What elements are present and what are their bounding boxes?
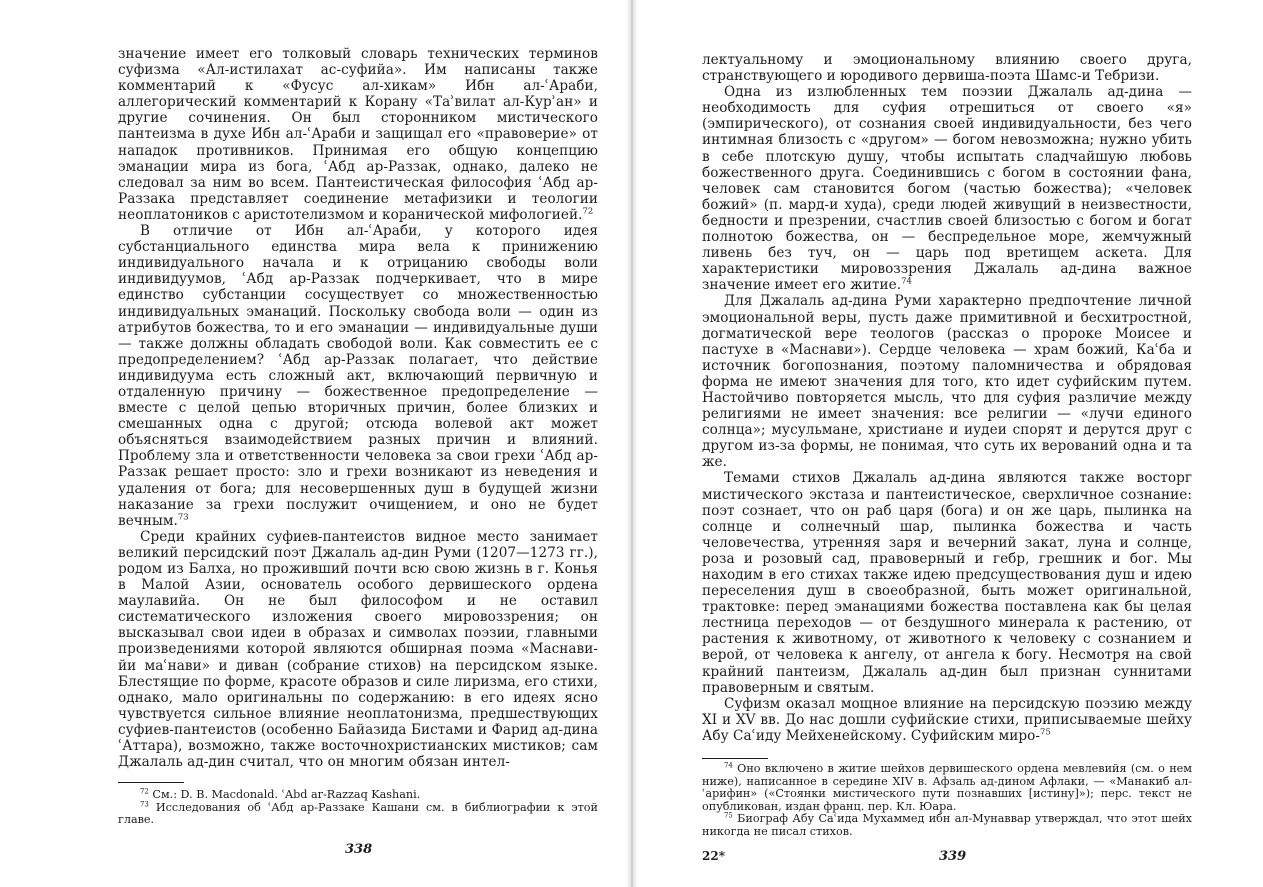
footnote-ref-74[interactable]: 74 <box>901 275 912 286</box>
right-paragraph-1: лектуальному и эмоциональному влиянию своего друга, странствующего и юродивого дервиша-поэта Шамс-и Тебризи. <box>702 52 1192 85</box>
printer-signature-mark: 22* <box>702 849 725 863</box>
left-page-number: 338 <box>345 842 373 857</box>
left-paragraph-1-text: значение имеет его толковый словарь технических терминов суфизма «Ал-истилахат ас-суфийа». Им написаны также комментарий к «Фусус ал-хикам» Ибн ал-ʿАраби, аллегорический комментарий к Корану «Таʾвилат ал-Курʾан» и другие сочинения. Он был сторонником мистического пантеизма в духе Ибн ал-ʿАраби и защищал его «правоверие» от нападок противников. Принимая его общую концепцию эманации мира из бога, ʿАбд ар-Раззак, однако, далеко не следовал за ним во всем. Пантеистическая философия ʿАбд ар-Раззака представляет соединение метафизики и теологии неоплатоников с аристотелизмом и коранической мифологией. <box>118 46 598 223</box>
footnote-72-text: См.: D. B. Macdonald. ʿAbd ar-Razzaq Kashani. <box>152 788 421 801</box>
left-paragraph-2 <box>118 223 598 529</box>
footnote-74-text: Оно включено в житие шейхов дервишеского ордена мевлевийя (см. о нем ниже), написанное в середине XIV в. Афзаль ад-дином Афлаки, — «Манакиб ал-ʿарифин» («Стоянки мистического пути познавших [истину]»); перс. текст не опубликован, издан франц. пер. Кл. Юара. <box>702 762 1192 813</box>
footnote-73 <box>118 799 598 827</box>
right-footnote-rule <box>702 758 768 759</box>
footnote-74 <box>702 763 1192 813</box>
footnote-75 <box>702 813 1192 838</box>
right-page <box>632 0 1263 887</box>
right-paragraph-5-text: Суфизм оказал мощное влияние на персидскую поэзию между XI и XV вв. До нас дошли суфийские стихи, приписываемые шейху Абу Саʿиду Мейхенейскому. Суфийским миро- <box>702 695 1192 744</box>
footnote-74-num: 74 <box>724 761 733 770</box>
left-body-text <box>118 46 598 770</box>
left-paragraph-1 <box>118 46 598 223</box>
footnote-75-text: Биограф Абу Саʿида Мухаммед ибн ал-Мунаввар утверждал, что этот шейх никогда не писал стихов. <box>702 812 1192 838</box>
right-page-number: 339 <box>939 849 967 864</box>
right-paragraph-2 <box>702 84 1192 293</box>
right-paragraph-4: Темами стихов Джалаль ад-дина являются также восторг мистического экстаза и пантеистическое, сверхличное сознание: поэт сознает, что он раб царя (бога) и он же царь, пылинка на солнце и солнечный шар, пылинка божества и часть человечества, утренняя заря и вечерний закат, луна и солнце, роза и розовый сад, правоверный и гебр, грешник и бог. Мы находим в его стихах также идею предсуществования душ и идею переселения душ в своеобразной, быть может оригинальной, трактовке: перед эманациями божества поставлена как бы целая лестница переходов — от бездушного минерала к растению, от растения к животному, от животного к человеку с сознанием и верой, от человека к ангелу, от ангела к богу. Несмотря на свой крайний пантеизм, Джалаль ад-дин был признан суннитами правоверным и святым. <box>702 470 1192 696</box>
left-footnotes <box>118 789 598 827</box>
footnote-ref-72[interactable]: 72 <box>582 205 594 216</box>
right-footnotes <box>702 763 1192 839</box>
right-body-text <box>702 52 1192 744</box>
left-footnote-rule <box>118 782 184 783</box>
right-paragraph-5 <box>702 696 1192 744</box>
left-paragraph-3: Среди крайних суфиев-пантеистов видное место занимает великий персидский поэт Джалаль ад-дин Руми (1207—1273 гг.), родом из Балха, но проживший почти всю свою жизнь в г. Конья в Малой Азии, основатель особого дервишеского ордена маулавийа. Он не был философом и не оставил систематического изложения своего мировоззрения; он высказывал свои идеи в образах и символах поэзии, главными произведениями которой являются обширная поэма «Маснави-йи маʿнави» и диван (собрание стихов) на персидском языке. Блестящие по форме, красоте образов и силе лиризма, его стихи, однако, мало оригинальны по содержанию: в его идеях ясно чувствуется сильное влияние неоплатонизма, предшествующих суфиев-пантеистов (особенно Байазида Бистами и Фарид ад-дина ʿАттара), возможно, также восточнохристианских мистиков; сам Джалаль ад-дин считал, что он многим обязан интел- <box>118 528 598 771</box>
footnote-72-num: 72 <box>140 787 149 796</box>
footnote-73-num: 73 <box>140 799 149 808</box>
footnote-73-text: Исследования об ʿАбд ар-Раззаке Кашани см. в библиографии к этой главе. <box>118 800 598 827</box>
left-paragraph-2-text: В отличие от Ибн ал-ʿАраби, у которого идея субстанциального единства мира вела к принижению индивидуального начала и к отрицанию свободы воли индивидуумов, ʿАбд ар-Раззак подчеркивает, что в мире единство субстанции сосуществует со множественностью индивидуальных эманаций. Поскольку свобода воли — один из атрибутов божества, то и его эманации — индивидуальные души — также должны обладать свободой воли. Как совместить ее с предопределением? ʿАбд ар-Раззак полагает, что действие индивидуума есть сложный акт, включающий первичную и отдаленную причину — божественное предопределение — вместе с целой цепью вторичных причин, более близких и смешанных одна с другой; отсюда волевой акт может объясняться взаимодействием разных причин и влияний. Проблему зла и ответственности человека за свои грехи ʿАбд ар-Раззак решает просто: зло и грехи возникают из неведения и удаления от бога; для несовершенных душ в будущей жизни наказание за грехи послужит очищением, и оно не будет вечным. <box>118 223 598 529</box>
footnote-ref-73[interactable]: 73 <box>177 511 189 522</box>
footnote-75-num: 75 <box>724 811 733 820</box>
right-paragraph-3: Для Джалаль ад-дина Руми характерно предпочтение личной эмоциональной веры, пусть даже примитивной и бесхитростной, догматической вере теологов (рассказ о пророке Моисее и пастухе в «Маснави»). Сердце человека — храм божий, Каʿба и источник богопознания, поэтому паломничества и обрядовая форма не имеют значения для того, кто идет суфийским путем. Настойчиво повторяется мысль, что для суфия различие между религиями не имеет значения: все религии — «лучи единого солнца»; мусульмане, христиане и иудеи спорят и дерутся друг с другом из-за формы, не понимая, что суть их верований одна и та же. <box>702 293 1192 471</box>
left-page <box>0 0 631 887</box>
footnote-ref-75[interactable]: 75 <box>1040 726 1051 737</box>
right-paragraph-2-text: Одна из излюбленных тем поэзии Джалаль ад-дина — необходимость для суфия отрешиться от своего «я» (эмпирического), от сознания своей индивидуальности, без чего интимная близость с «другом» — богом невозможна; нужно убить в себе плотскую душу, чтобы испытать сладчайшую любовь божественного друга. Соединившись с богом в состоянии фана, человек сам становится богом (частью божества); «человек божий» (п. мард-и худа), среди людей живущий в неизвестности, бедности и презрении, счастлив своей близостью с богом и богат полнотою божества, он — беспредельное море, жемчужный ливень без туч, он — царь под вретищем аскета. Для характеристики мировоззрения Джалаль ад-дина важное значение имеет его житие. <box>702 84 1192 294</box>
